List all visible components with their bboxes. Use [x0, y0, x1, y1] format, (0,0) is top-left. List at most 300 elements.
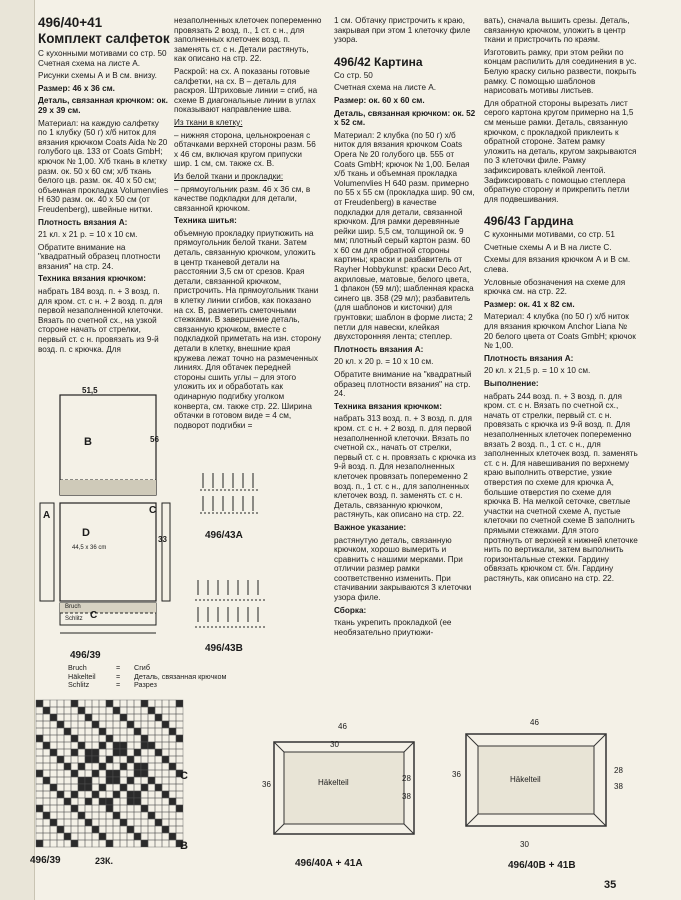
grid-cell: [162, 742, 169, 749]
grid-cell: [113, 784, 120, 791]
grid-cell: [176, 728, 183, 735]
legend-de: Bruch: [68, 663, 87, 672]
grid-cell: [71, 763, 78, 770]
grid-cell: [50, 840, 57, 847]
grid-cell: [127, 791, 134, 798]
grid-cell: [106, 826, 113, 833]
column-1: [38, 16, 170, 357]
grid-cell: [113, 700, 120, 707]
grid-cell: [57, 749, 64, 756]
grid-cell: [127, 812, 134, 819]
grid-cell: [78, 798, 85, 805]
grid-cell: [71, 798, 78, 805]
dim-28: 28: [402, 774, 411, 783]
grid-cell: [64, 798, 71, 805]
grid-cell: [106, 798, 113, 805]
detail-text: Деталь, связанная крючком: ок. 52 x 52 см.: [334, 108, 476, 128]
grid-cell: [106, 749, 113, 756]
grid-cell: [141, 756, 148, 763]
legend-row: Bruch = Сгиб: [68, 663, 150, 672]
grid-cell: [169, 840, 176, 847]
cut-list-heading: Из ткани в клетку:: [174, 117, 243, 127]
cut2-heading: Из белой ткани и прокладки:: [174, 171, 284, 181]
assembly-text: ткань укрепить прокладкой (ее необязательно приутюжи-: [334, 618, 452, 637]
grid-cell: [148, 770, 155, 777]
column-4: [484, 16, 638, 586]
grid-cell: [169, 763, 176, 770]
grid-cell: [99, 833, 106, 840]
grid-cell: [71, 833, 78, 840]
grid-cell: [92, 749, 99, 756]
grid-cell: [85, 784, 92, 791]
grid-cell: [50, 805, 57, 812]
grid-cell: [148, 840, 155, 847]
grid-cell: [106, 812, 113, 819]
grid-cell: [113, 833, 120, 840]
grid-cell: [169, 805, 176, 812]
grid-cell: [141, 826, 148, 833]
dim-30b: 30: [520, 840, 529, 849]
grid-cell: [113, 777, 120, 784]
grid-cell: [92, 700, 99, 707]
grid-cell: [155, 812, 162, 819]
grid-cell: [148, 742, 155, 749]
grid-cell: [71, 756, 78, 763]
haekelteil-b: Häkelteil: [510, 775, 541, 784]
grid-cell: [71, 749, 78, 756]
grid-cell: [43, 833, 50, 840]
grid-cell: [99, 819, 106, 826]
grid-cell: [134, 756, 141, 763]
exec-text: набрать 244 возд. п. + 3 возд. п. для кром. ст. с н. Вязать по счетной сх., начать от стрелки, первый ст. с н. провязать с крючка из 9-й возд. п. Для незаполненных клеточек попеременно вязать 2 возд. п., 1 ст. с н., для заполненных клеточек возд. п. заменять ст. с н. Для навешивания по верхнему краю выполнить отверстие, узкие отверстия по схеме для крючка А, большие отверстия по схеме для крючка В. На мелкой сеточке, светлые участки на счетной схеме А, пустые клеточки по счетной схеме В заполнить прямыми стежками. Для этого протянуть от верхней к нижней клеточке нить по вертикали, затем выполнить горизонтальные стежки. Гардину обвязать крючком ст. б/н. Гардину растянуть, как описано на стр. 22.: [484, 391, 638, 583]
grid-cell: [155, 728, 162, 735]
grid-cell: [148, 833, 155, 840]
grid-cell: [78, 791, 85, 798]
grid-cell: [169, 833, 176, 840]
grid-cell: [120, 798, 127, 805]
grid-cell: [78, 805, 85, 812]
grid-cell: [134, 735, 141, 742]
grid-cell: [155, 707, 162, 714]
grid-cell: [148, 812, 155, 819]
grid-cell: [134, 763, 141, 770]
grid-cell: [155, 714, 162, 721]
grid-cell: [127, 777, 134, 784]
grid-cell: [148, 798, 155, 805]
grid-cell: [64, 833, 71, 840]
dim-46b: 46: [530, 718, 539, 727]
grid-cell: [85, 700, 92, 707]
grid-cell: [64, 826, 71, 833]
grid-cell: [176, 749, 183, 756]
grid-cell: [85, 770, 92, 777]
grid-cell: [162, 784, 169, 791]
grid-cell: [176, 763, 183, 770]
grid-cell: [50, 707, 57, 714]
grid-cell: [120, 714, 127, 721]
grid-cell: [36, 728, 43, 735]
grid-cell: [169, 798, 176, 805]
grid-cell: [113, 721, 120, 728]
grid-cell: [162, 812, 169, 819]
dim-38: 38: [402, 792, 411, 801]
grid-cell: [169, 707, 176, 714]
exec-heading: Выполнение:: [484, 379, 539, 388]
grid-cell: [57, 833, 64, 840]
grid-cell: [85, 763, 92, 770]
grid-cell: [36, 840, 43, 847]
grid-cell: [141, 798, 148, 805]
grid-cell: [162, 749, 169, 756]
grid-cell: [113, 798, 120, 805]
cut2-text: – прямоугольник разм. 46 x 36 см, в качестве подкладки для детали, связанной крючком.: [174, 184, 311, 213]
grid-cell: [99, 826, 106, 833]
density-text: 20 кл. x 20 р. = 10 x 10 см.: [334, 357, 434, 367]
grid-cell: [141, 777, 148, 784]
symbols-text: Условные обозначения на схеме для крючка см. на стр. 22.: [484, 277, 626, 297]
grid-cell: [141, 763, 148, 770]
grid-cell: [92, 714, 99, 721]
grid-cell: [120, 777, 127, 784]
grid-cell: [120, 784, 127, 791]
note-heading: Важное указание:: [334, 522, 407, 532]
cut-text: Раскрой: на сх. А показаны готовые салфетки, на сх. В – деталь для раскроя. Штриховые линии = сгиб, на схеме В диагональные линии в углах показывают направление шва.: [174, 66, 318, 115]
grid-cell: [43, 707, 50, 714]
grid-cell: [134, 700, 141, 707]
grid-cell: [134, 714, 141, 721]
density-heading: Плотность вязания А:: [334, 344, 424, 354]
label-c-side: C: [149, 505, 157, 516]
grid-cell: [127, 763, 134, 770]
legend-ru: Сгиб: [134, 663, 150, 672]
grid-cell: [127, 805, 134, 812]
grid-cell: [134, 833, 141, 840]
grid-cell: [106, 805, 113, 812]
grid-cell: [36, 812, 43, 819]
grid-cell: [99, 735, 106, 742]
title-496-40-41: 496/40+41: [38, 15, 103, 30]
grid-cell: [57, 812, 64, 819]
grid-cell: [169, 791, 176, 798]
grid-cell: [43, 721, 50, 728]
grid-cell: [120, 819, 127, 826]
legend-row: Schlitz = Разрез: [68, 680, 157, 690]
grid-cell: [155, 777, 162, 784]
scheme-text: Счетные схемы А и В на листе С.: [484, 242, 612, 252]
grid-cell: [155, 700, 162, 707]
grid-cell: [50, 798, 57, 805]
grid-cell: [43, 805, 50, 812]
grid-cell: [50, 714, 57, 721]
grid-cell: [113, 749, 120, 756]
grid-cell: [64, 728, 71, 735]
grid-cell: [99, 770, 106, 777]
grid-cell: [113, 840, 120, 847]
continue-text: незаполненных клеточек попеременно провязать 2 возд. п., 1 ст. с н., для заполненных клеточек возд. п. заменять ст. с н. Детали растянуть, как описано на стр. 22.: [174, 16, 322, 64]
grid-cell: [120, 763, 127, 770]
grid-cell: [127, 784, 134, 791]
grid-cell: [36, 735, 43, 742]
grid-cell: [99, 812, 106, 819]
grid-cell: [176, 812, 183, 819]
grid-cell: [176, 805, 183, 812]
grid-cell: [57, 707, 64, 714]
grid-cell: [57, 728, 64, 735]
grid-cell: [64, 777, 71, 784]
grid-cell: [99, 784, 106, 791]
grid-cell: [71, 805, 78, 812]
grid-cell: [141, 833, 148, 840]
grid-cell: [176, 826, 183, 833]
sew-text: объемную прокладку приутюжить на прямоугольник белой ткани. Затем деталь, связанную крючком, уложить в центр тканевой детали на расстоянии 3,5 см от срезов. Края детали, связанной крючком, пристрочить. На прямоугольник ткани в клетку линии сгибов, как показано на сх. В, разметить сметочными стежками. В завершение деталь, связанную крючком, вместе с подкладкой приметать на изн. сторону детали в клетку, внешние края кружева лежат точно на размеченных линиях. Для обтачек передней стороны сшить углы – для этого уложить их и обработать как одинарную подгибку уголком конверта, см. также стр. 22. Ширина обтачки в готовом виде = 4 см, подворот подгибки =: [174, 228, 322, 430]
grid-cell: [64, 756, 71, 763]
grid-cell: [43, 770, 50, 777]
grid-cell: [71, 812, 78, 819]
grid-cell: [169, 742, 176, 749]
grid-cell: [176, 700, 183, 707]
grid-cell: [169, 749, 176, 756]
source-text: С кухонными мотивами, со стр. 51: [484, 230, 615, 240]
grid-cell: [120, 707, 127, 714]
grid-cell: [71, 735, 78, 742]
column-2: [174, 16, 322, 433]
grid-cell: [78, 707, 85, 714]
grid-cell: [155, 763, 162, 770]
grid-cell: [64, 735, 71, 742]
grid-cell: [113, 826, 120, 833]
grid-cell: [64, 819, 71, 826]
grid-cell: [155, 833, 162, 840]
grid-cell: [78, 784, 85, 791]
crochet-chart-43a: [198, 468, 268, 518]
cut-list-text: – нижняя сторона, цельнокроеная с обтачками верхней стороны разм. 56 x 46 см, включая кругом припуски шир. 1 см, см. также сх. В.: [174, 130, 316, 169]
grid-cell: [169, 777, 176, 784]
grid-cell: [113, 728, 120, 735]
grid-cell: [36, 770, 43, 777]
grid-cell: [148, 756, 155, 763]
technique-heading: Техника вязания крючком:: [334, 401, 442, 411]
grid-cell: [92, 805, 99, 812]
grid-cell: [127, 721, 134, 728]
grid-cell: [92, 721, 99, 728]
size-text: Размер: ок. 41 x 82 см.: [484, 299, 575, 309]
grid-cell: [92, 763, 99, 770]
grid-cell: [169, 826, 176, 833]
grid-cell: [169, 784, 176, 791]
zk-label: 23К.: [95, 856, 114, 866]
grid-cell: [36, 742, 43, 749]
grid-cell: [134, 840, 141, 847]
grid-cell: [99, 707, 106, 714]
grid-cell: [134, 784, 141, 791]
grid-cell: [50, 763, 57, 770]
grid-cell: [43, 763, 50, 770]
arrow-b: B: [180, 840, 188, 852]
grid-cell: [176, 742, 183, 749]
grid-cell: [85, 742, 92, 749]
grid-cell: [43, 728, 50, 735]
grid-cell: [148, 714, 155, 721]
grid-cell: [176, 756, 183, 763]
grid-cell: [162, 840, 169, 847]
grid-cell: [78, 728, 85, 735]
grid-cell: [148, 749, 155, 756]
grid-cell: [127, 749, 134, 756]
grid-cell: [36, 721, 43, 728]
grid-cell: [148, 819, 155, 826]
grid-cell: [85, 840, 92, 847]
grid-cell: [64, 714, 71, 721]
material-text: Материал: на каждую салфетку по 1 клубку (50 г) x/б ниток для вязания крючком Coats Aida № 20 голубого цв. 133 от Coats GmbH; крючок № 1,00. Х/б ткань в клетку разм. ок. 50 x 60 см; х/б ткань белого цв. разм. ок. 40 x 50 см; объемная прокладка Volumenvlies H 630 разм. ок. 40 x 50 см (от Freudenberg), швейные нитки.: [38, 118, 169, 214]
grid-cell: [92, 756, 99, 763]
grid-cell: [99, 763, 106, 770]
grid-cell: [141, 819, 148, 826]
grid-cell: [162, 735, 169, 742]
grid-cell: [155, 826, 162, 833]
grid-cell: [64, 812, 71, 819]
grid-cell: [99, 742, 106, 749]
grid-cell: [71, 791, 78, 798]
grid-cell: [155, 770, 162, 777]
grid-cell: [113, 735, 120, 742]
grid-cell: [36, 784, 43, 791]
grid-cell: [78, 721, 85, 728]
column-3: [334, 16, 476, 640]
grid-cell: [92, 812, 99, 819]
grid-cell: [71, 700, 78, 707]
grid-cell: [92, 833, 99, 840]
grid-cell: [134, 742, 141, 749]
grid-cell: [162, 721, 169, 728]
grid-cell: [71, 819, 78, 826]
grid-cell: [78, 812, 85, 819]
grid-cell: [43, 812, 50, 819]
scheme-text-2: Рисунки схемы А и В см. внизу.: [38, 71, 157, 81]
label-a: A: [43, 510, 51, 521]
grid-cell: [43, 742, 50, 749]
dim-30: 30: [330, 740, 339, 749]
grid-cell: [155, 735, 162, 742]
grid-cell: [36, 819, 43, 826]
grid-cell: [78, 833, 85, 840]
dim-28b: 28: [614, 766, 623, 775]
grid-cell: [120, 749, 127, 756]
density-heading: Плотность вязания А:: [38, 217, 128, 227]
grid-cell: [43, 749, 50, 756]
dim-38b: 38: [614, 782, 623, 791]
dim-56: 56: [150, 435, 159, 444]
grid-cell: [169, 812, 176, 819]
grid-cell: [71, 742, 78, 749]
dim-36: 36: [262, 780, 271, 789]
grid-cell: [162, 791, 169, 798]
grid-cell: [50, 721, 57, 728]
density-note: Обратите внимание на "квадратный образец плотности вязания" на стр. 24.: [38, 242, 161, 271]
grid-cell: [92, 791, 99, 798]
size-text: Размер: 46 x 36 см.: [38, 83, 115, 93]
size-text: Размер: ок. 60 x 60 см.: [334, 95, 425, 105]
grid-cell: [85, 833, 92, 840]
grid-cell: [155, 798, 162, 805]
grid-cell: [176, 714, 183, 721]
grid-cell: [50, 770, 57, 777]
grid-cell: [43, 826, 50, 833]
grid-cell: [155, 721, 162, 728]
grid-cell: [141, 805, 148, 812]
grid-cell: [106, 819, 113, 826]
grid-cell: [57, 735, 64, 742]
grid-cell: [148, 763, 155, 770]
grid-cell: [64, 784, 71, 791]
grid-cell: [57, 791, 64, 798]
grid-cell: [155, 805, 162, 812]
grid-cell: [64, 707, 71, 714]
grid-cell: [106, 833, 113, 840]
grid-cell: [85, 777, 92, 784]
grid-cell: [113, 791, 120, 798]
grid-cell: [141, 742, 148, 749]
grid-cell: [155, 819, 162, 826]
grid-cell: [57, 798, 64, 805]
density-note: Обратите внимание на "квадратный образец плотности вязания" на стр. 24.: [334, 370, 472, 399]
grid-cell: [71, 840, 78, 847]
grid-cell: [148, 700, 155, 707]
grid-cell: [155, 749, 162, 756]
label-c: C: [90, 610, 98, 621]
grid-cell: [106, 728, 113, 735]
grid-cell: [120, 721, 127, 728]
grid-cell: [50, 812, 57, 819]
grid-cell: [141, 749, 148, 756]
grid-cell: [85, 826, 92, 833]
grid-cell: [43, 798, 50, 805]
grid-cell: [99, 700, 106, 707]
grid-cell: [148, 777, 155, 784]
grid-cell: [155, 756, 162, 763]
grid-cell: [92, 798, 99, 805]
grid-cell: [64, 791, 71, 798]
grid-cell: [134, 721, 141, 728]
grid-cell: [120, 805, 127, 812]
grid-cell: [57, 784, 64, 791]
grid-cell: [43, 777, 50, 784]
grid-cell: [148, 735, 155, 742]
grid-cell: [169, 756, 176, 763]
grid-cell: [141, 735, 148, 742]
grid-cell: [106, 707, 113, 714]
page-number: 35: [604, 879, 617, 891]
grid-cell: [106, 700, 113, 707]
schlitz-label: Schlitz: [65, 616, 83, 622]
grid-cell: [127, 819, 134, 826]
grid-cell: [162, 763, 169, 770]
grid-cell: [127, 742, 134, 749]
grid-cell: [127, 798, 134, 805]
grid-cell: [176, 735, 183, 742]
grid-cell: [148, 707, 155, 714]
grid-cell: [169, 728, 176, 735]
density-heading: Плотность вязания А:: [484, 353, 574, 363]
grid-cell: [85, 721, 92, 728]
grid-cell: [92, 826, 99, 833]
dim-51-5: 51,5: [82, 386, 98, 395]
grid-cell: [106, 742, 113, 749]
grid-cell: [113, 770, 120, 777]
technique-heading: Техника вязания крючком:: [38, 274, 146, 284]
grid-cell: [141, 784, 148, 791]
grid-cell: [36, 756, 43, 763]
grid-cell: [57, 700, 64, 707]
